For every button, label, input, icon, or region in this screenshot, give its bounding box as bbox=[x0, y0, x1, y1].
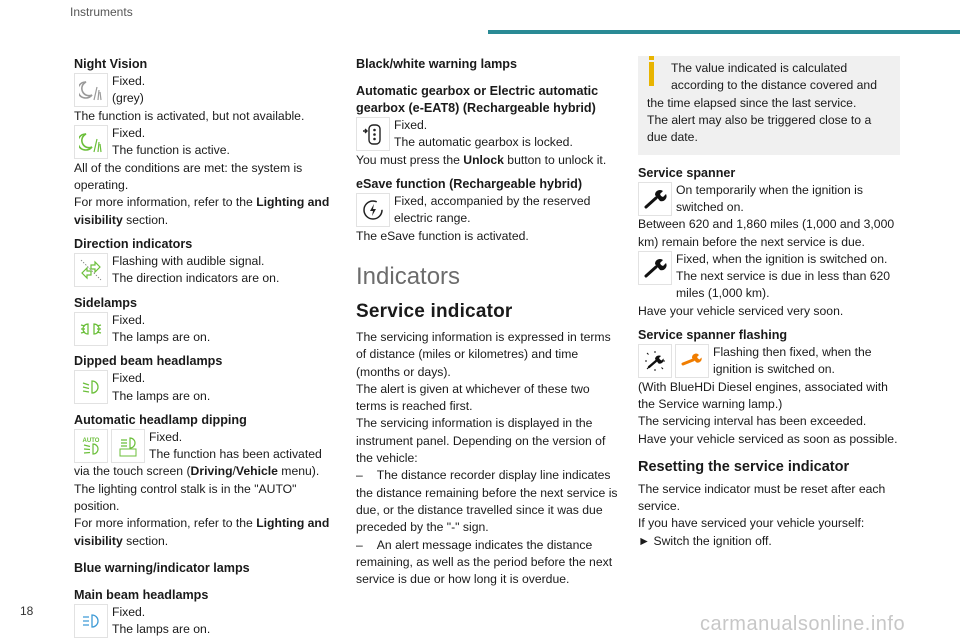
spanner-flashing-exceeded: The servicing interval has been exceeded. bbox=[638, 414, 867, 429]
dipped-beam-state: Fixed. bbox=[112, 371, 146, 386]
dipped-beam-heading: Dipped beam headlamps bbox=[74, 354, 223, 369]
gearbox-heading: Automatic gearbox or Electric automatic gearbox (e-EAT8) (Rechargeable hybrid) bbox=[356, 84, 599, 115]
column-2 bbox=[356, 56, 618, 589]
direction-indicators-heading: Direction indicators bbox=[74, 236, 193, 251]
note-line-1: The value indicated is calculated bbox=[671, 61, 848, 75]
sidelamps-state: Fixed. bbox=[112, 312, 146, 327]
watermark: carmanualsonline.info bbox=[700, 613, 906, 635]
auto-headlamp-stalk: The lighting control stalk is in the "AUTO" position. bbox=[74, 481, 297, 513]
dipped-beam-row bbox=[74, 370, 336, 405]
info-icon bbox=[649, 62, 654, 86]
spanner-fixed-icon bbox=[638, 251, 672, 285]
night-vision-green-desc: The function is active. bbox=[112, 143, 230, 158]
service-para-5: – An alert message indicates the distance remaining, as well as the period before the next service is due or how long it is overdue. bbox=[356, 537, 613, 587]
night-vision-green-state: Fixed. bbox=[112, 125, 146, 140]
page-header-title: Instruments bbox=[70, 5, 133, 19]
gearbox-desc: The automatic gearbox is locked. bbox=[394, 135, 573, 150]
service-para-4: – The distance recorder display line indicates the distance remaining before the next service is due, or the distance travelled since it was due preceded by the "-" sign. bbox=[356, 468, 618, 535]
night-vision-grey-row bbox=[74, 73, 336, 108]
esave-desc: The eSave function is activated. bbox=[356, 228, 529, 243]
main-beam-auto-icon bbox=[111, 429, 145, 463]
indicators-heading: Indicators bbox=[356, 262, 461, 290]
service-para-3: The servicing information is displayed in the instrument panel. Depending on the version of the vehicle: bbox=[356, 416, 606, 466]
service-indicator-heading: Service indicator bbox=[356, 301, 513, 323]
night-vision-grey-icon bbox=[74, 73, 108, 107]
reset-para-2: If you have serviced your vehicle yourself: bbox=[638, 516, 865, 531]
auto-headlamp-refer-link: Lighting and visibility bbox=[74, 516, 330, 548]
arrow-icon: ► bbox=[638, 533, 651, 548]
main-beam-icon bbox=[74, 604, 108, 638]
reset-step-1: ► Switch the ignition off. bbox=[638, 533, 772, 548]
header-accent-bar bbox=[488, 30, 960, 34]
service-spanner-row-1 bbox=[638, 182, 900, 217]
spanner-advice: Have your vehicle serviced very soon. bbox=[638, 303, 844, 318]
main-beam-row bbox=[74, 604, 336, 639]
blue-lamps-heading: Blue warning/indicator lamps bbox=[74, 560, 250, 575]
column-3 bbox=[638, 56, 900, 550]
note-line-2: according to the distance covered and bbox=[671, 78, 877, 93]
vehicle-menu-label: Vehicle bbox=[235, 464, 278, 479]
info-note bbox=[638, 56, 900, 155]
main-beam-desc: The lamps are on. bbox=[112, 622, 211, 637]
reset-heading: Resetting the service indicator bbox=[638, 458, 850, 475]
auto-headlamp-menu-line: via the touch screen (Driving/Vehicle menu). bbox=[74, 464, 320, 479]
night-vision-conditions: All of the conditions are met: the system is operating. bbox=[74, 160, 303, 192]
gearbox-state: Fixed. bbox=[394, 118, 428, 132]
spanner-temp-state: On temporarily when the ignition is switched on. bbox=[676, 182, 863, 214]
service-spanner-heading: Service spanner bbox=[638, 165, 736, 180]
esave-state: Fixed, accompanied by the reserved electric range. bbox=[394, 193, 591, 226]
dipped-beam-icon bbox=[74, 370, 108, 404]
spanner-icon bbox=[638, 182, 672, 216]
page-number: 18 bbox=[20, 604, 34, 618]
spanner-flashing-state: Flashing then fixed, when the ignition is switched on. bbox=[713, 344, 872, 377]
sidelamps-row bbox=[74, 312, 336, 347]
night-vision-grey-colour: (grey) bbox=[112, 91, 144, 106]
gearbox-lock-icon bbox=[356, 117, 390, 151]
direction-indicators-state: Flashing with audible signal. bbox=[112, 253, 265, 268]
direction-indicators-desc: The direction indicators are on. bbox=[112, 271, 280, 286]
bw-lamps-heading: Black/white warning lamps bbox=[356, 57, 517, 71]
night-vision-heading: Night Vision bbox=[74, 57, 148, 71]
dipped-beam-desc: The lamps are on. bbox=[112, 388, 211, 403]
service-para-2: The alert is given at whichever of these two terms is reached first. bbox=[356, 381, 590, 414]
gearbox-unlock: You must press the Unlock button to unlock it. bbox=[356, 152, 607, 167]
unlock-button-label: Unlock bbox=[463, 152, 504, 167]
svg-text:AUTO: AUTO bbox=[82, 437, 100, 444]
column-1 bbox=[74, 56, 336, 639]
sidelamps-icon bbox=[74, 312, 108, 346]
night-vision-refer: For more information, refer to the Lighting and visibility section. bbox=[74, 195, 330, 227]
auto-headlamp-state: Fixed. bbox=[149, 429, 183, 444]
spanner-flashing-heading: Service spanner flashing bbox=[638, 327, 788, 342]
night-vision-green-icon bbox=[74, 125, 108, 159]
esave-icon bbox=[356, 193, 390, 227]
spanner-range: Between 620 and 1,860 miles (1,000 and 3,000 km) remain before the next service is due. bbox=[638, 217, 895, 249]
spanner-flashing-bluehdi: (With BlueHDi Diesel engines, associated with the Service warning lamp.) bbox=[638, 379, 888, 411]
direction-arrows-icon bbox=[74, 253, 108, 287]
night-vision-grey-desc: The function is activated, but not available. bbox=[74, 108, 305, 123]
spanner-flashing-row bbox=[638, 344, 900, 379]
spanner-flashing-advice: Have your vehicle serviced as soon as possible. bbox=[638, 431, 898, 446]
sidelamps-heading: Sidelamps bbox=[74, 295, 137, 310]
spanner-flashing-icon bbox=[638, 344, 672, 378]
auto-headlamp-refer: For more information, refer to the Lighting and visibility section. bbox=[74, 516, 330, 548]
note-line-3: the time elapsed since the last service. bbox=[647, 95, 857, 110]
service-para-1: The servicing information is expressed in terms of distance (miles or kilometres) and time (months or days). bbox=[356, 329, 611, 379]
direction-indicators-row bbox=[74, 253, 336, 288]
spanner-next-due: The next service is due in less than 620 miles (1,000 km). bbox=[676, 268, 891, 301]
esave-row bbox=[356, 193, 618, 228]
sidelamps-desc: The lamps are on. bbox=[112, 329, 211, 344]
driving-menu-label: Driving bbox=[190, 464, 233, 479]
auto-headlamp-activated: The function has been activated bbox=[149, 446, 322, 461]
night-vision-green-row bbox=[74, 125, 336, 160]
esave-heading: eSave function (Rechargeable hybrid) bbox=[356, 176, 583, 191]
auto-headlamp-icon bbox=[74, 429, 108, 463]
reset-para-1: The service indicator must be reset after each service. bbox=[638, 481, 886, 514]
main-beam-heading: Main beam headlamps bbox=[74, 587, 209, 602]
main-beam-state: Fixed. bbox=[112, 604, 146, 619]
night-vision-refer-link: Lighting and visibility bbox=[74, 195, 330, 227]
night-vision-grey-state: Fixed. bbox=[112, 74, 146, 88]
note-line-4: The alert may also be triggered close to a due date. bbox=[647, 112, 872, 145]
gearbox-row bbox=[356, 117, 618, 152]
spanner-orange-icon bbox=[675, 344, 709, 378]
spanner-fixed-state: Fixed, when the ignition is switched on. bbox=[676, 251, 888, 266]
auto-headlamp-heading: Automatic headlamp dipping bbox=[74, 412, 247, 427]
